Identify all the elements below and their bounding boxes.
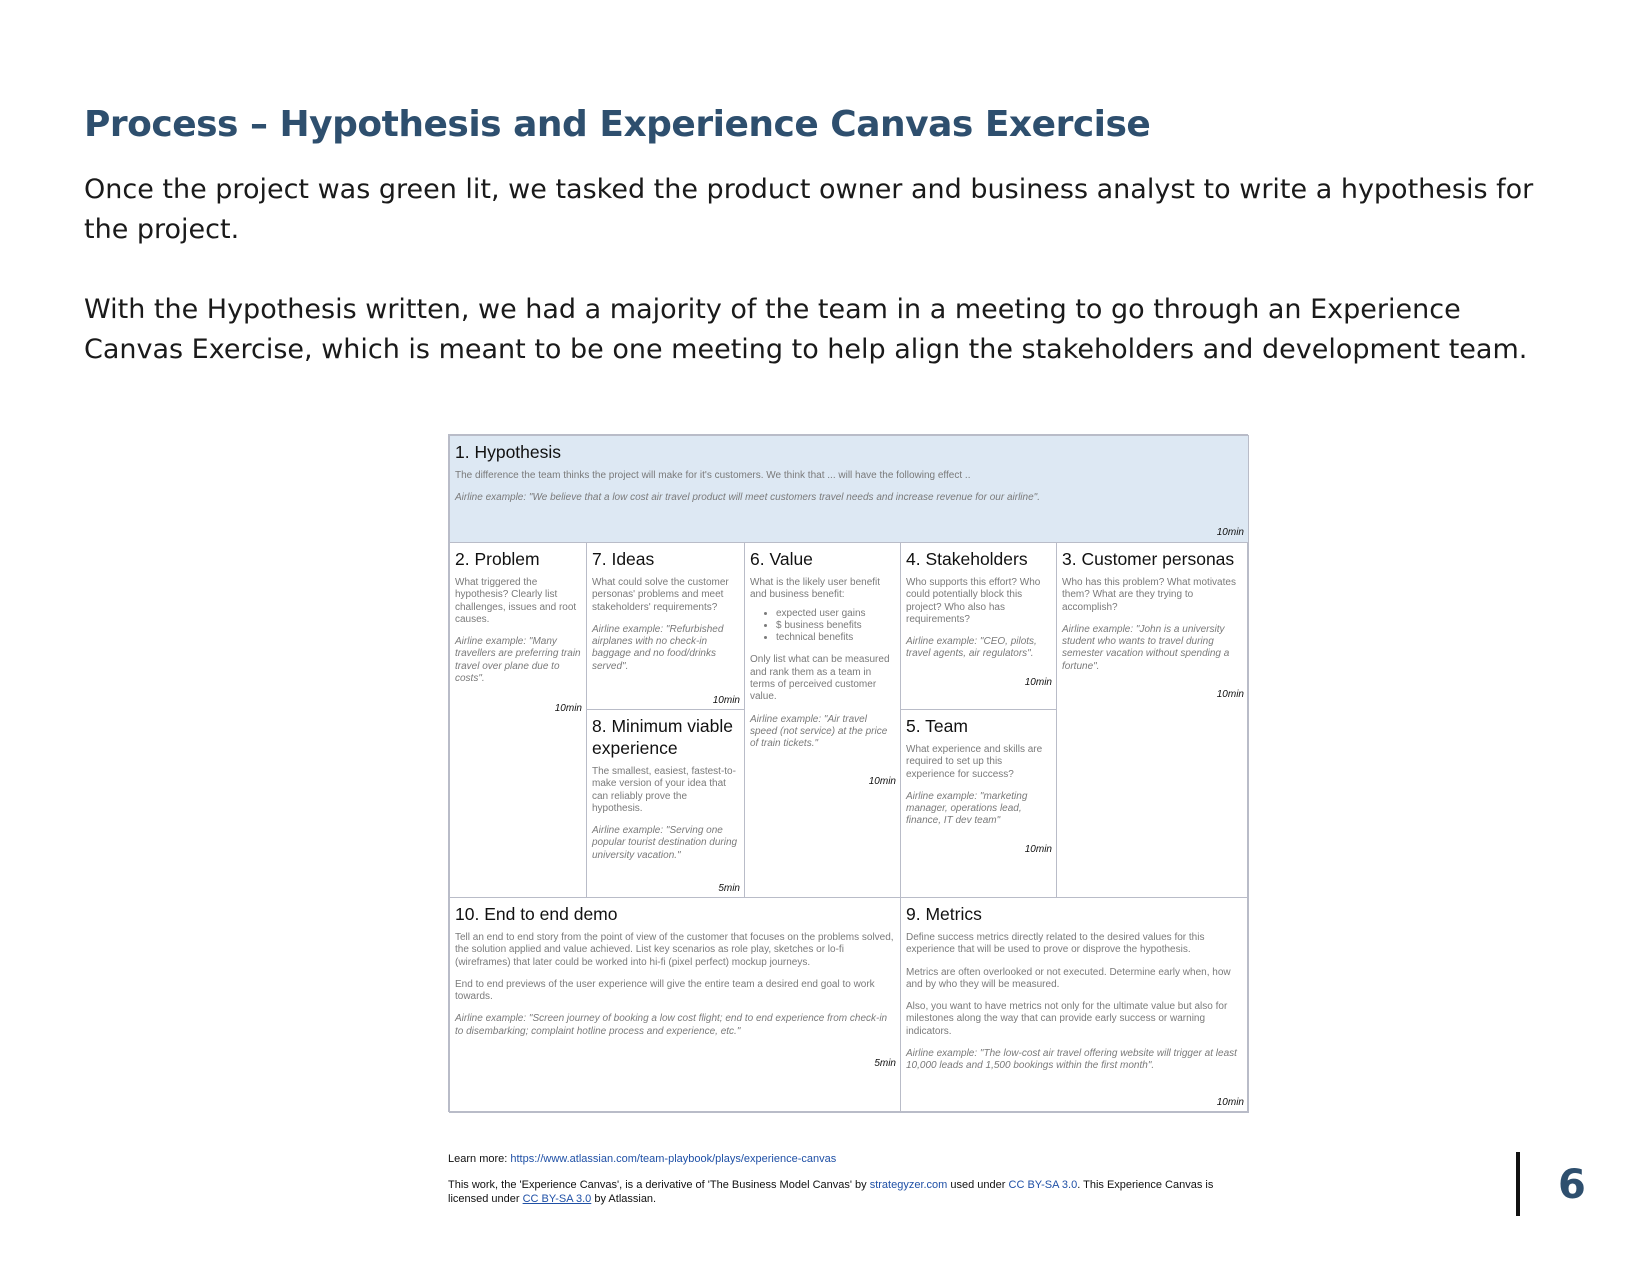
time-estimate: 10min: [712, 695, 740, 706]
cell-description-2: End to end previews of the user experience will give the entire team a desired end goal to work towards.: [455, 978, 875, 1003]
license-text: used under: [947, 1179, 1009, 1191]
ideas-cell: [586, 542, 745, 710]
cell-heading: 3. Customer personas: [1062, 549, 1235, 569]
experience-canvas-figure: [448, 434, 1248, 1112]
page-number: 6: [1558, 1162, 1586, 1208]
metrics-cell: [900, 897, 1249, 1113]
cell-example: Airline example: "Screen journey of booking a low cost flight; end to end experience from check-in to disembarking; complaint hotline process and experience, etc.": [455, 1013, 888, 1037]
cell-description: Tell an end to end story from the point of view of the customer that focuses on the problems solved, the solution applied and value achieved. List key scenarios as role play, sketches or lo-fi (wireframes) that later could be worked into hi-fi (pixel perfect) mockup journeys.: [455, 932, 894, 968]
license-text: This work, the 'Experience Canvas', is a derivative of 'The Business Model Canvas' by: [448, 1179, 870, 1191]
time-estimate: 10min: [554, 703, 582, 714]
cell-example: Airline example: "John is a university student who wants to travel during semester vacation without spending a fortune".: [1062, 623, 1230, 672]
learn-more-line: [448, 1152, 1238, 1166]
stakeholders-cell: [900, 542, 1057, 710]
cell-description: What experience and skills are required to set up this experience for success?: [906, 744, 1043, 780]
cell-description-2: Metrics are often overlooked or not executed. Determine early when, how and by who they will be measured.: [906, 966, 1231, 990]
cell-description: What triggered the hypothesis? Clearly list challenges, issues and root causes.: [455, 577, 577, 625]
cell-heading: 10. End to end demo: [455, 904, 618, 924]
time-estimate: 10min: [1216, 689, 1244, 700]
page-number-divider: [1516, 1152, 1520, 1216]
cell-description: Who has this problem? What motivates them? What are they trying to accomplish?: [1062, 577, 1236, 613]
problem-cell: [449, 542, 587, 898]
hypothesis-cell: [449, 435, 1249, 543]
value-benefits-list: [750, 608, 895, 645]
strategyzer-link[interactable]: strategyzer.com: [869, 1179, 948, 1191]
cc-by-sa-link[interactable]: CC BY-SA 3.0: [522, 1193, 592, 1205]
cell-heading: 7. Ideas: [592, 549, 655, 569]
cell-example: Airline example: "CEO, pilots, travel agents, air regulators".: [906, 636, 1037, 660]
cell-heading: 6. Value: [750, 549, 813, 569]
canvas-paragraph: With the Hypothesis written, we had a majority of the team in a meeting to go through an Experience Canvas Exercise, which is meant to be one meeting to help align the stakeholders and development team.: [84, 294, 1528, 365]
cell-description: What could solve the customer personas' problems and meet stakeholders' requirements?: [592, 577, 729, 613]
time-estimate: 5min: [874, 1058, 896, 1069]
license-text: by Atlassian.: [591, 1193, 657, 1205]
cell-heading: 5. Team: [906, 716, 968, 736]
cell-heading: 1. Hypothesis: [455, 442, 562, 462]
cell-example: Airline example: "Many travellers are preferring train travel over plane due to costs".: [455, 636, 581, 685]
cell-description: The smallest, easiest, fastest-to-make version of your idea that can reliably prove the hypothesis.: [592, 766, 736, 814]
cell-heading: 9. Metrics: [906, 904, 982, 924]
team-cell: [900, 709, 1057, 898]
time-estimate: 5min: [718, 883, 740, 894]
cell-example: Airline example: "Air travel speed (not service) at the price of train tickets.": [750, 713, 888, 750]
time-estimate: 10min: [1024, 677, 1052, 688]
time-estimate: 10min: [868, 776, 896, 787]
cell-example: Airline example: "Refurbished airplanes with no check-in baggage and no food/drinks served".: [592, 623, 724, 672]
cell-description-2: Only list what can be measured and rank them as a team in terms of perceived customer value.: [750, 654, 890, 703]
cell-heading: 8. Minimum viable experience: [592, 716, 734, 758]
cell-heading: 4. Stakeholders: [906, 549, 1028, 569]
end-to-end-demo-cell: [449, 897, 901, 1113]
mve-cell: [586, 709, 745, 898]
list-item: • expected user gains: [776, 608, 895, 620]
value-cell: [744, 542, 901, 898]
cell-description: Define success metrics directly related to the desired values for this experience that will be used to prove or disprove the hypothesis.: [906, 932, 1205, 956]
cell-example: Airline example: "marketing manager, operations lead, finance, IT dev team": [906, 790, 1028, 827]
intro-paragraph: Once the project was green lit, we tasked the product owner and business analyst to write a hypothesis for the project.: [84, 174, 1534, 245]
license-text: . This Experience Canvas is licensed under: [448, 1179, 1214, 1205]
cell-example: Airline example: "Serving one popular tourist destination during university vacation.": [592, 825, 738, 861]
page-title: Process – Hypothesis and Experience Canvas Exercise: [84, 104, 1151, 145]
cell-example: Airline example: "The low-cost air travel offering website will trigger at least 10,000 leads and 1,500 bookings within the first month".: [906, 1048, 1237, 1072]
license-note: [448, 1178, 1238, 1206]
time-estimate: 10min: [1024, 844, 1052, 855]
list-item: • $ business benefits: [776, 620, 895, 632]
list-item: • technical benefits: [776, 632, 895, 644]
cell-example: Airline example: "We believe that a low cost air travel product will meet customers travel needs and increase revenue for our airline".: [455, 492, 1040, 504]
personas-cell: [1056, 542, 1249, 898]
cell-description-3: Also, you want to have metrics not only for the ultimate value but also for milestones along the way that can provide early success or warning indicators.: [906, 1001, 1228, 1037]
time-estimate: 10min: [1216, 1097, 1244, 1108]
cell-description: What is the likely user benefit and business benefit:: [750, 577, 881, 601]
learn-more-label: Learn more:: [448, 1153, 511, 1165]
cell-description: Who supports this effort? Who could potentially block this project? Who also has requirements?: [906, 577, 1041, 625]
cc-by-sa-link[interactable]: CC BY-SA 3.0: [1008, 1179, 1078, 1191]
learn-more-link[interactable]: https://www.atlassian.com/team-playbook/plays/experience-canvas: [510, 1153, 837, 1165]
cell-heading: 2. Problem: [455, 549, 540, 569]
cell-description: The difference the team thinks the project will make for it's customers. We think that ... will have the following effect ..: [455, 470, 971, 481]
time-estimate: 10min: [1216, 527, 1244, 538]
